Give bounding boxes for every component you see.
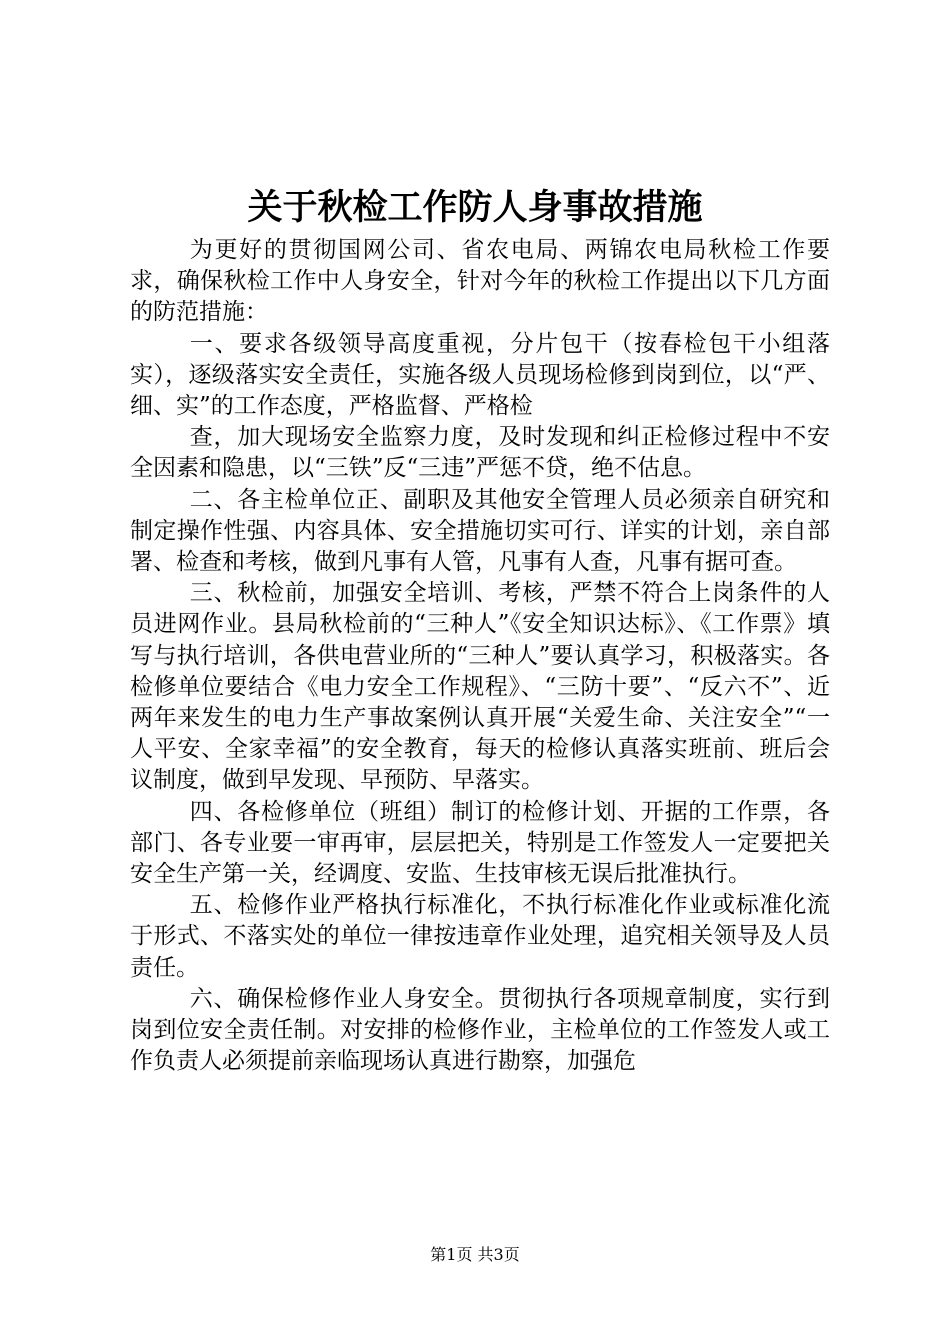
paragraph-intro: 为更好的贯彻国网公司、省农电局、两锦农电局秋检工作要求，确保秋检工作中人身安全，针对今年的秋检工作提出以下几方面的防范措施： (130, 237, 830, 326)
paragraph-item-1-continued: 查，加大现场安全监察力度，及时发现和纠正检修过程中不安全因素和隐患，以“三铁”反“三违”严惩不贷，绝不估息。 (130, 424, 830, 482)
page-number-footer: 第1页 共3页 (430, 1245, 520, 1264)
paragraph-item-2: 二、各主检单位正、副职及其他安全管理人员必须亲自研究和制定操作性强、内容具体、安全措施切实可行、详实的计划，亲自部署、检查和考核，做到凡事有人管，凡事有人查，凡事有据可查。 (130, 486, 830, 576)
document-body (130, 235, 830, 1077)
paragraph-item-6: 六、确保检修作业人身安全。贯彻执行各项规章制度，实行到岗到位安全责任制。对安排的检修作业，主检单位的工作签发人或工作负责人必须提前亲临现场认真进行勘察，加强危 (130, 985, 830, 1075)
paragraph-item-4: 四、各检修单位（班组）制订的检修计划、开据的工作票，各部门、各专业要一审再审，层层把关，特别是工作签发人一定要把关安全生产第一关，经调度、安监、生技审核无误后批准执行。 (130, 798, 830, 888)
document-title: 关于秋检工作防人身事故措施 (247, 187, 703, 228)
paragraph-item-3: 三、秋检前，加强安全培训、考核，严禁不符合上岗条件的人员进网作业。县局秋检前的“三种人”《安全知识达标》、《工作票》填写与执行培训，各供电营业所的“三种人”要认真学习，积极落实。各检修单位要结合《电力安全工作规程》、“三防十要”、“反六不”、近两年来发生的电力生产事故案例认真开展“关爱生命、关注安全”“一人平安、全家幸福”的安全教育，每天的检修认真落实班前、班后会议制度，做到早发现、早预防、早落实。 (130, 580, 830, 794)
paragraph-item-1: 一、要求各级领导高度重视，分片包干（按春检包干小组落实），逐级落实安全责任，实施各级人员现场检修到岗到位，以“严、细、实”的工作态度，严格监督、严格检 (130, 330, 830, 420)
paragraph-item-5: 五、检修作业严格执行标准化，不执行标准化作业或标准化流于形式、不落实处的单位一律按违章作业处理，追究相关领导及人员责任。 (130, 892, 830, 981)
